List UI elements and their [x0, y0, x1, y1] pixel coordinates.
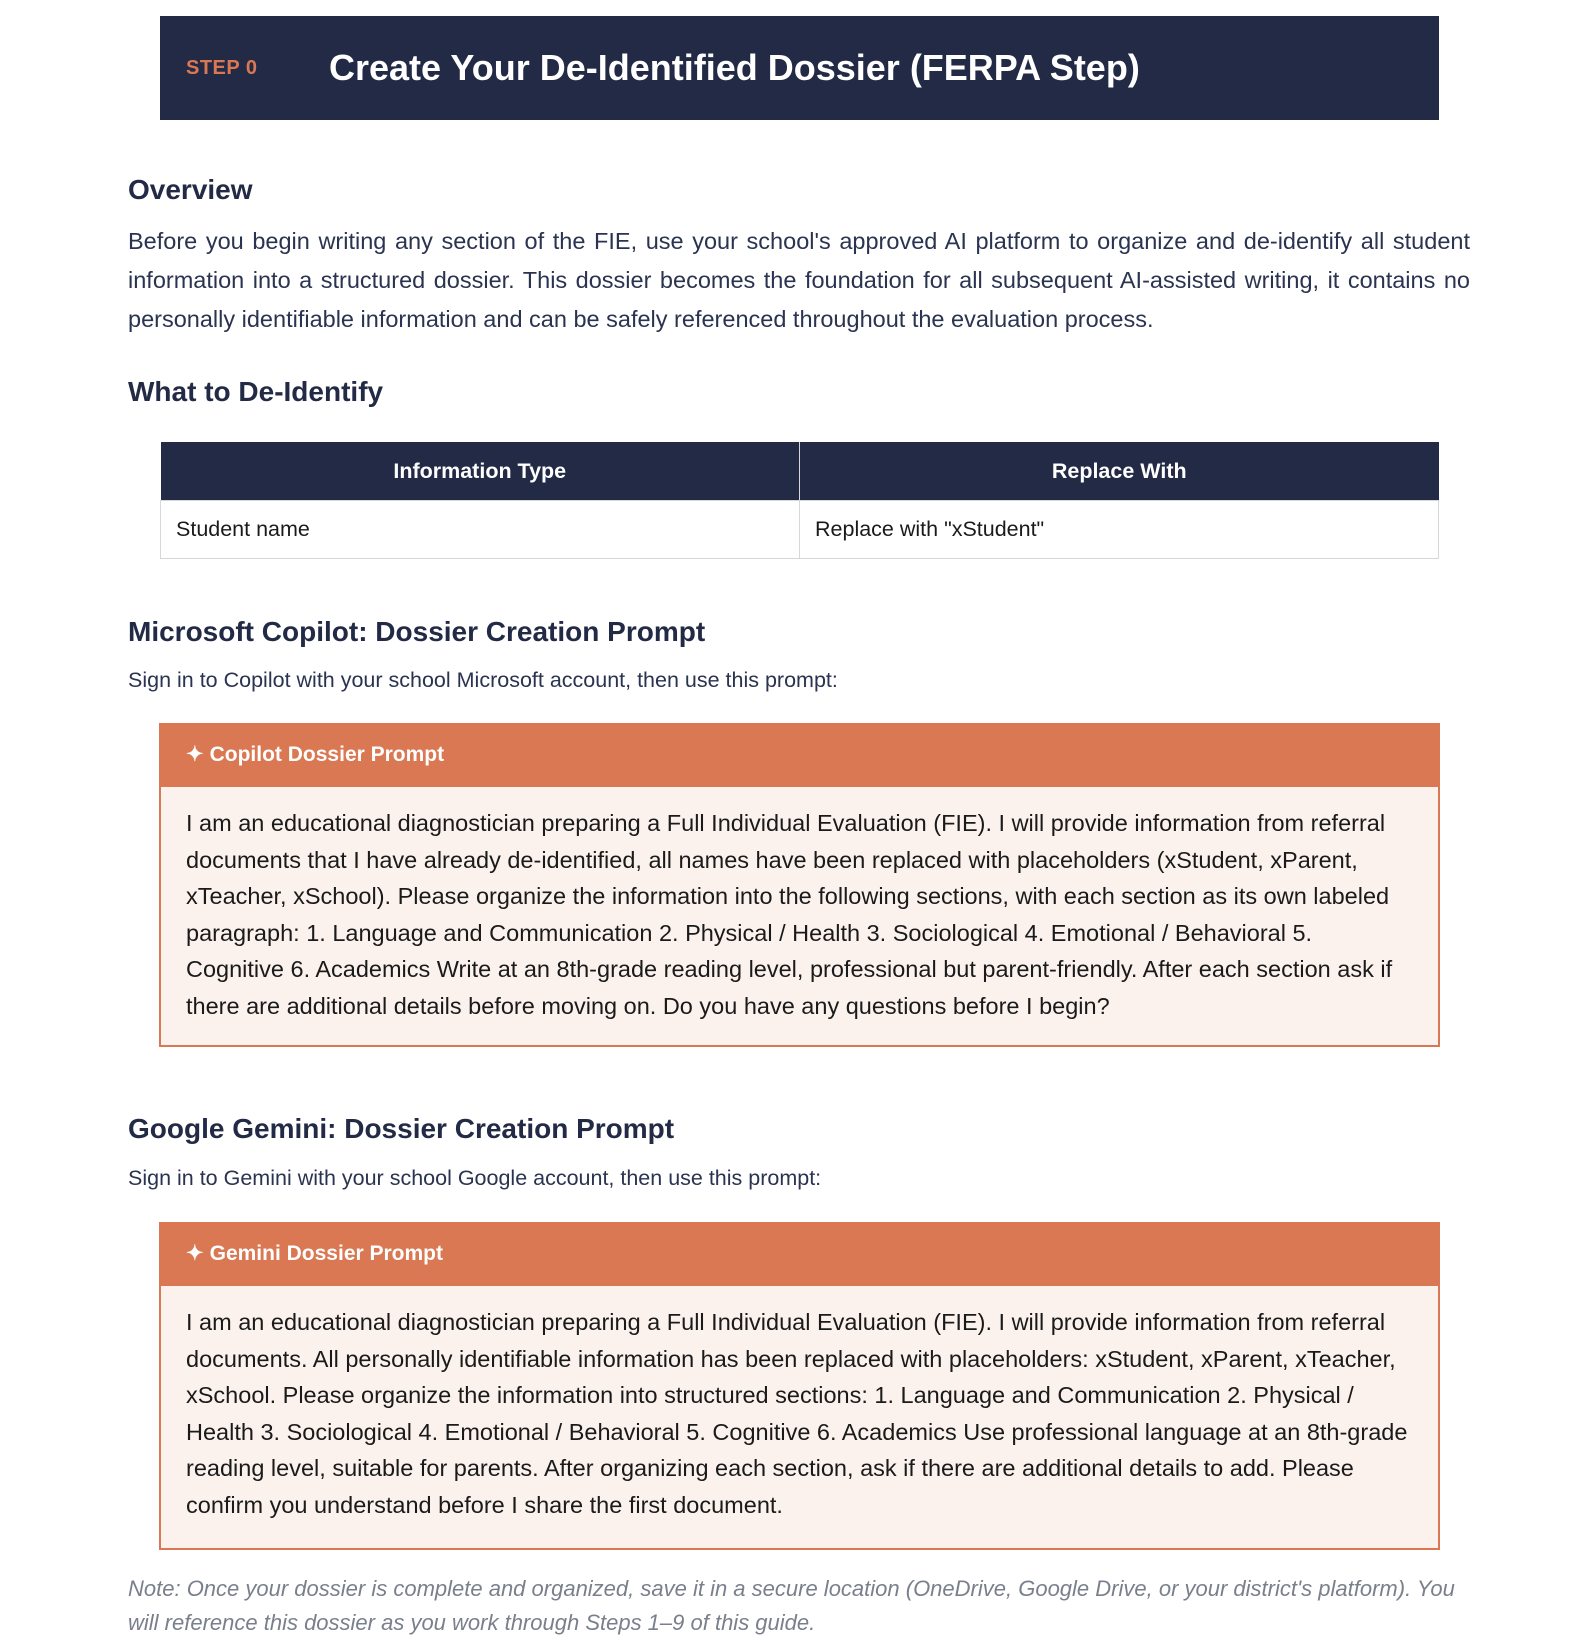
copilot-prompt-header [161, 725, 1438, 787]
copilot-prompt-box [159, 723, 1440, 1047]
copilot-prompt-title: Copilot Dossier Prompt [209, 743, 445, 766]
column-header-information-type: Information Type [161, 442, 800, 501]
gemini-prompt-box [159, 1222, 1440, 1550]
column-header-replace-with: Replace With [800, 442, 1439, 501]
table-header-row [161, 442, 1439, 501]
gemini-prompt-text: I am an educational diagnostician preparing a Full Individual Evaluation (FIE). I will provide information from referral documents. All personally identifiable information has been replaced with placeholders: xStudent, xParent, xTeacher, xSchool. Please organize the information into structured sections: 1. Language and Communication 2. Physical / Health 3. Sociological 4. Emotional / Behavioral 5. Cognitive 6. Academics Use professional language at an 8th-grade reading level, suitable for parents. After organizing each section, ask if there are additional details to add. Please confirm you understand before I share the first document. [186, 1309, 1408, 1518]
step-header [160, 16, 1439, 120]
sparkle-icon: ✦ [186, 743, 204, 766]
table-cell: Student name [161, 501, 800, 559]
table-cell: Replace with "xStudent" [800, 501, 1439, 559]
overview-text: Before you begin writing any section of the FIE, use your school's approved AI platform to organize and de-identify all student information into a structured dossier. This dossier becomes the foundation for all subsequent AI-assisted writing, it contains no personally identifiable information and can be safely referenced throughout the evaluation process. [128, 228, 1470, 332]
copilot-prompt-text: I am an educational diagnostician preparing a Full Individual Evaluation (FIE). I will provide information from referral documents that I have already de-identified, all names have been replaced with placeholders (xStudent, xParent, xTeacher, xSchool). Please organize the information into the following sections, with each section as its own labeled paragraph: 1. Language and Communication 2. Physical / Health 3. Sociological 4. Emotional / Behavioral 5. Cognitive 6. Academics Write at an 8th-grade reading level, professional but parent-friendly. After each section ask if there are additional details before moving on. Do you have any questions before I begin? [186, 810, 1393, 1019]
copilot-heading: Microsoft Copilot: Dossier Creation Prompt [128, 616, 706, 647]
table-row [161, 501, 1439, 559]
overview-heading: Overview [128, 174, 253, 205]
deidentify-heading: What to De-Identify [128, 376, 384, 407]
gemini-subtitle: Sign in to Gemini with your school Google account, then use this prompt: [128, 1166, 822, 1190]
gemini-prompt-title: Gemini Dossier Prompt [209, 1242, 443, 1265]
footnote: Note: Once your dossier is complete and organized, save it in a secure location (OneDrive, Google Drive, or your district's platform). You will reference this dossier as you work through Steps 1–9 of this guide. [128, 1576, 1455, 1635]
page-title: Create Your De-Identified Dossier (FERPA Step) [329, 47, 1140, 88]
copilot-subtitle: Sign in to Copilot with your school Microsoft account, then use this prompt: [128, 668, 838, 692]
step-label: STEP 0 [186, 57, 258, 79]
deidentify-table [160, 442, 1439, 559]
gemini-heading: Google Gemini: Dossier Creation Prompt [128, 1113, 675, 1144]
sparkle-icon: ✦ [186, 1242, 204, 1265]
gemini-prompt-header [161, 1224, 1438, 1286]
